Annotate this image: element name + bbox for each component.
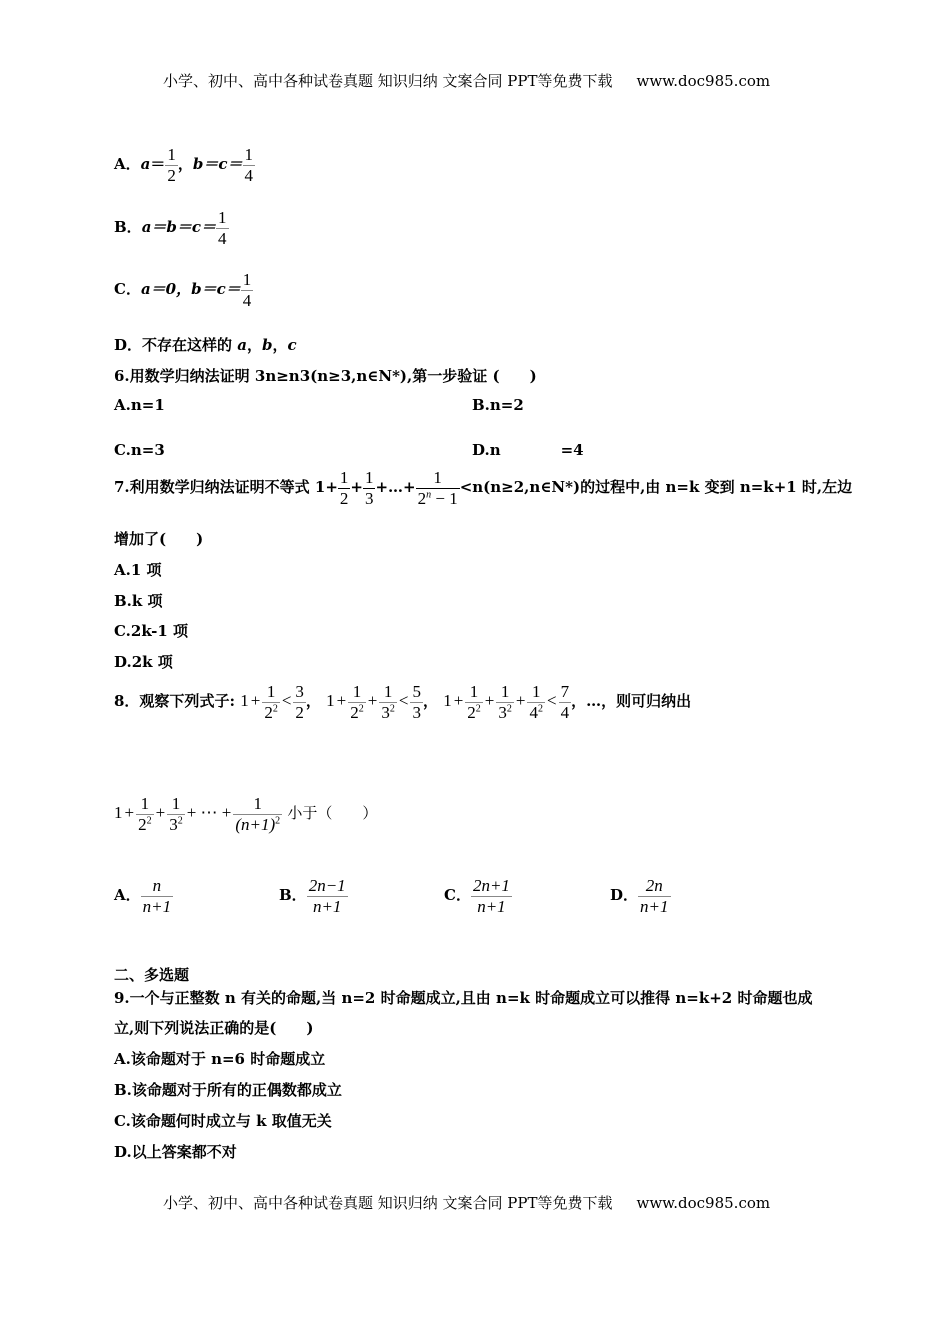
q6-option-b: B.n=2 bbox=[472, 396, 524, 414]
q9-option-c: C.该命题何时成立与 k 取值无关 bbox=[114, 1112, 332, 1130]
q9-line2: 立,则下列说法正确的是( ) bbox=[114, 1019, 314, 1037]
q9-line1: 9.一个与正整数 n 有关的命题,当 n=2 时命题成立,且由 n=k 时命题成立可以推得 n=k+2 时命题也成 bbox=[114, 989, 813, 1007]
page-header bbox=[163, 70, 770, 91]
q8-sum: 1 + $\frac{1}{2^2}$ + $\frac{1}{3^2}$ + ⋯ + $\frac{1}{(n+1)^2}$ 小于（ ） bbox=[114, 794, 378, 834]
fraction: $\frac{1}{3}$ bbox=[364, 468, 374, 508]
q7-stem: 7.利用数学归纳法证明不等式 1+ $\frac{1}{2}$ + $\frac{1}{3}$ +…+ $\frac{1}{2^n - 1}$ <n(n≥2,n∈N*)的过程中,由 n=k 变到 n=k+1 时,左边 bbox=[114, 468, 853, 508]
header-text: 小学、初中、高中各种试卷真题 知识归纳 文案合同 PPT等免费下载 bbox=[163, 72, 613, 90]
q8-stem: 8．观察下列式子: 1 + $\frac{1}{2^2}$ < $\frac{3}{2}$ ， 1 + $\frac{1}{2^2}$ + $\frac{1}{3^2}$ < $\frac{5}{3}$ ， 1 + $\frac{1}{2^2}$ + $\frac{1}{3^2}$ + $\frac{1}{4^2}$ < $\frac{7}{4}$ ，…，则可归纳出 bbox=[114, 682, 692, 722]
q7-option-b: B.k 项 bbox=[114, 592, 163, 610]
fraction: $\frac{1}{2}$ bbox=[167, 145, 176, 185]
q5-option-d: D．不存在这样的 a，b，c bbox=[114, 336, 297, 354]
q9-option-b: B.该命题对于所有的正偶数都成立 bbox=[114, 1081, 342, 1099]
section-title: 二、多选题 bbox=[114, 966, 190, 984]
footer-text: 小学、初中、高中各种试卷真题 知识归纳 文案合同 PPT等免费下载 bbox=[163, 1194, 613, 1212]
footer-url[interactable]: www.doc985.com bbox=[636, 1194, 771, 1212]
q8-option-a: A． $\frac{n}{n+1}$ bbox=[114, 876, 172, 916]
q5-option-c: C．a＝0，b＝c＝ $\frac{1}{4}$ bbox=[114, 270, 252, 310]
q7-option-a: A.1 项 bbox=[114, 561, 162, 579]
header-url[interactable]: www.doc985.com bbox=[636, 72, 771, 90]
fraction: $\frac{1}{2^n - 1}$ bbox=[417, 468, 458, 508]
q6-option-d: D.n =4 bbox=[472, 441, 584, 459]
q7-option-d: D.2k 项 bbox=[114, 653, 173, 671]
q8-expr-2: 1 + $\frac{1}{2^2}$ + $\frac{1}{3^2}$ < $\frac{5}{3}$ bbox=[326, 682, 421, 722]
q8-option-c: C． $\frac{2n+1}{n+1}$ bbox=[444, 876, 510, 916]
q7-option-c: C.2k-1 项 bbox=[114, 622, 189, 640]
q8-option-b: B． $\frac{2n-1}{n+1}$ bbox=[279, 876, 346, 916]
q8-expr-3: 1 + $\frac{1}{2^2}$ + $\frac{1}{3^2}$ + $\frac{1}{4^2}$ < $\frac{7}{4}$ bbox=[443, 682, 570, 722]
fraction: $\frac{1}{4}$ bbox=[218, 208, 227, 248]
q6-stem: 6.用数学归纳法证明 3n≥n3(n≥3,n∈N*),第一步验证 ( ) bbox=[114, 367, 537, 385]
q5-option-a: A．a＝ $\frac{1}{2}$ ，b＝c＝ $\frac{1}{4}$ bbox=[114, 145, 254, 185]
q7-line2: 增加了( ) bbox=[114, 530, 204, 548]
q8-option-d: D． $\frac{2n}{n+1}$ bbox=[610, 876, 669, 916]
q6-option-c: C.n=3 bbox=[114, 441, 165, 459]
fraction: $\frac{1}{4}$ bbox=[244, 145, 254, 185]
q9-option-a: A.该命题对于 n=6 时命题成立 bbox=[114, 1050, 326, 1068]
page-footer bbox=[163, 1192, 770, 1213]
q5-option-b: B．a＝b＝c＝ $\frac{1}{4}$ bbox=[114, 208, 227, 248]
q9-option-d: D.以上答案都不对 bbox=[114, 1143, 237, 1161]
option-label: A． bbox=[114, 155, 141, 174]
fraction: $\frac{1}{4}$ bbox=[242, 270, 252, 310]
fraction: $\frac{1}{2}$ bbox=[339, 468, 349, 508]
q8-expr-1: 1 + $\frac{1}{2^2}$ < $\frac{3}{2}$ bbox=[240, 682, 304, 722]
q6-option-a: A.n=1 bbox=[114, 396, 165, 414]
